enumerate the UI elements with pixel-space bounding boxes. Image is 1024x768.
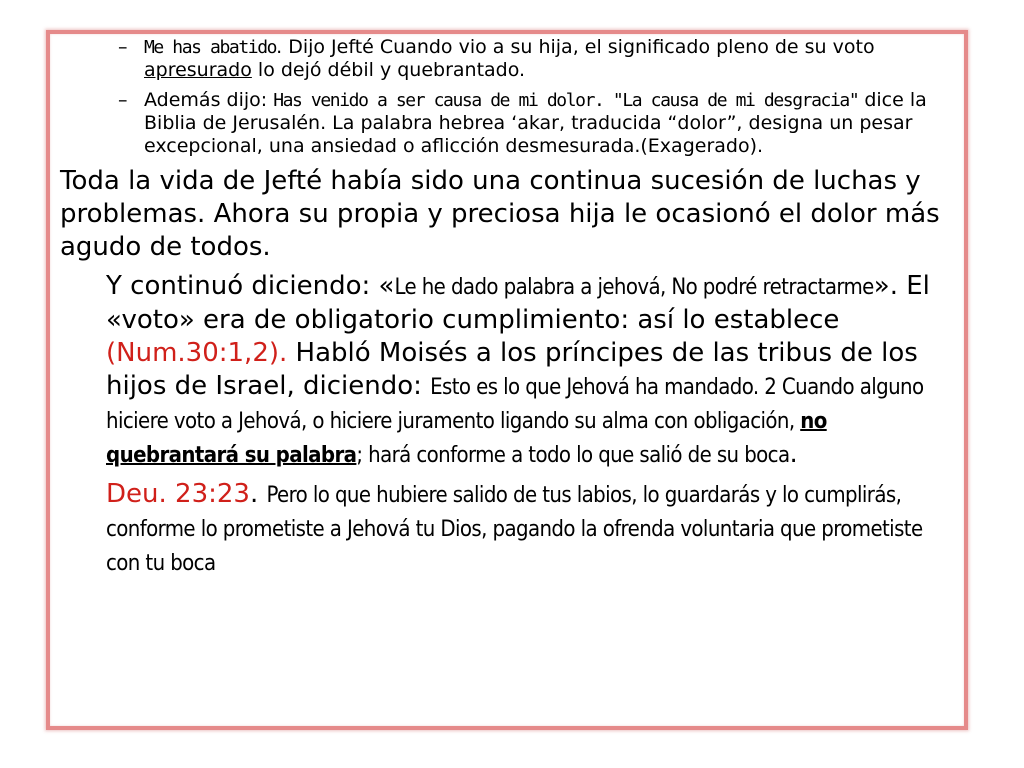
para-text: ». El «voto» era de obligatorio cumplimiento: así lo establece <box>106 271 930 335</box>
quote-text: ; hará conforme a todo lo que salió de su boca <box>356 443 790 468</box>
quote-text: Esto es lo que Jehová ha mandado. 2 Cuando alguno hiciere voto a Jehová, o hiciere juramento ligando su alma con obligación, <box>106 375 924 434</box>
paragraph-voto <box>60 270 960 472</box>
sub-bullet-text: . Dijo Jefté Cuando vio a su hija, el significado pleno de su voto <box>276 36 875 58</box>
sub-bullet-1 <box>60 36 960 82</box>
emphasized-quote: no quebrantará su palabra <box>106 409 827 468</box>
quote-text: Has venido a ser causa de mi dolor. "La causa de mi desgracia" <box>273 90 859 111</box>
dash-bullet: – <box>118 36 128 58</box>
sub-bullet-2 <box>60 89 960 158</box>
quote-text: Le he dado palabra a jehová, No podré retractarme <box>394 275 874 300</box>
para-lead: Y continuó diciendo: « <box>106 271 395 301</box>
para-text: Habló Moisés a los príncipes de las tribus de los hijos de Israel, diciendo: <box>106 338 918 401</box>
para-sep: . <box>249 479 267 509</box>
sub-bullet-text-end: lo dejó débil y quebrantado. <box>251 59 526 81</box>
dash-bullet: – <box>118 89 128 111</box>
quote-text: Pero lo que hubiere salido de tus labios, lo guardarás y lo cumplirás, conforme lo prometiste a Jehová tu Dios, pagando la ofrenda voluntaria que prometiste con tu boca <box>106 483 923 576</box>
main-paragraph: Toda la vida de Jefté había sido una continua sucesión de luchas y problemas. Ahora su propia y preciosa hija le ocasionó el dolor más agudo de todos. <box>60 166 940 262</box>
para-end: . <box>789 439 798 469</box>
sub-bullet-text: dice la Biblia de Jerusalén. La palabra hebrea ‘akar, traducida “dolor”, designa un pesar excepcional, una ansiedad o aflicción desmesurada.(Exagerado). <box>144 89 927 157</box>
sub-bullet-lead: Además dijo: <box>144 89 274 111</box>
slide-content <box>60 36 960 580</box>
scripture-reference: (Num.30:1,2). <box>106 338 288 368</box>
paragraph-deuteronomio <box>60 478 960 580</box>
underlined-word: apresurado <box>144 59 252 81</box>
scripture-reference: Deu. 23:23 <box>106 479 250 509</box>
quote-text: Me has abatido <box>144 37 277 58</box>
